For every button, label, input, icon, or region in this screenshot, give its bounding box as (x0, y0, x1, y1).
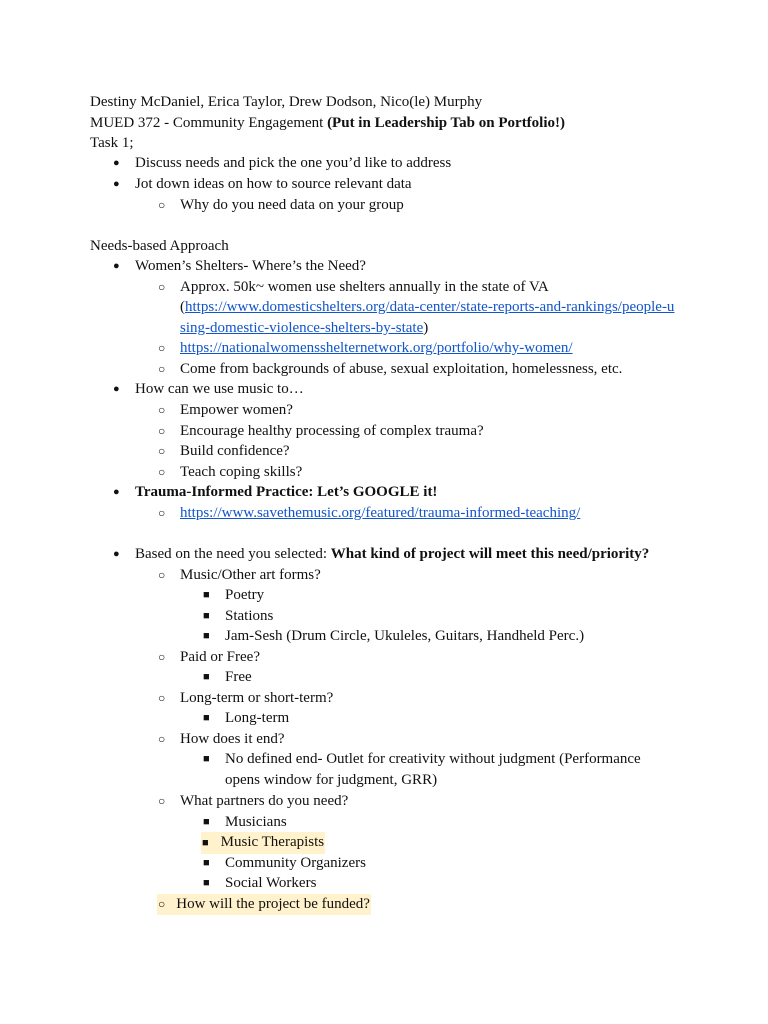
link-group (180, 297, 674, 318)
disc-bullet-icon: ● (113, 548, 120, 560)
project-question (135, 544, 649, 565)
list-item-text: How will the project be funded? (176, 896, 370, 912)
square-bullet-icon: ■ (203, 816, 210, 828)
domestic-shelters-link-part1[interactable]: https://www.domesticshelters.org/data-center/state-reports-and-rankings/people-u (185, 299, 675, 315)
list-item (0, 277, 768, 298)
circle-bullet-icon: ○ (158, 897, 166, 911)
list-item-text: No defined end- Outlet for creativity without judgment (Performance (225, 751, 641, 767)
list-item (0, 482, 768, 503)
list-item-text: How can we use music to… (135, 381, 304, 397)
list-item (0, 873, 768, 894)
circle-bullet-icon: ○ (158, 568, 166, 582)
list-item (0, 791, 768, 812)
project-bold: What kind of project will meet this need/priority? (330, 546, 650, 562)
header-course-line (0, 113, 768, 134)
circle-bullet-icon: ○ (158, 794, 166, 808)
list-item-highlighted (0, 894, 768, 915)
list-item (0, 626, 768, 647)
list-item-text: Stations (225, 608, 274, 624)
course-note: (Put in Leadership Tab on Portfolio!) (327, 115, 566, 131)
women-shelter-network-link[interactable]: https://nationalwomensshelternetwork.org/portfolio/why-women/ (180, 340, 573, 356)
header-authors-line (0, 92, 768, 113)
list-item-text: How does it end? (180, 731, 285, 747)
close-paren: ) (423, 320, 429, 336)
list-item-highlighted (0, 832, 768, 853)
circle-bullet-icon: ○ (158, 691, 166, 705)
list-item (0, 812, 768, 833)
task-line (0, 133, 768, 154)
list-item (0, 688, 768, 709)
list-item-text: opens window for judgment, GRR) (225, 772, 438, 788)
list-item-continuation (0, 318, 768, 339)
list-item-text: Musicians (225, 814, 287, 830)
disc-bullet-icon: ● (113, 383, 120, 395)
list-item (0, 606, 768, 627)
list-item (0, 565, 768, 586)
circle-bullet-icon: ○ (158, 403, 166, 417)
list-item (0, 400, 768, 421)
list-item-text: Build confidence? (180, 443, 290, 459)
square-bullet-icon: ■ (203, 671, 210, 683)
list-item (0, 853, 768, 874)
list-item (0, 544, 768, 565)
list-item (0, 441, 768, 462)
section-heading-line (0, 236, 768, 257)
list-item-continuation (0, 770, 768, 791)
save-the-music-link[interactable]: https://www.savethemusic.org/featured/trauma-informed-teaching/ (180, 505, 581, 521)
list-item-text: Jot down ideas on how to source relevant data (135, 176, 412, 192)
list-item (0, 647, 768, 668)
square-bullet-icon: ■ (203, 589, 210, 601)
list-item (0, 338, 768, 359)
disc-bullet-icon: ● (113, 486, 120, 498)
project-prefix: Based on the need you selected: (135, 546, 331, 562)
list-item-text: Teach coping skills? (180, 464, 303, 480)
circle-bullet-icon: ○ (158, 444, 166, 458)
list-item (0, 379, 768, 400)
list-item (0, 462, 768, 483)
list-item-text: Music/Other art forms? (180, 567, 321, 583)
list-item-continuation (0, 297, 768, 318)
list-item-text: Discuss needs and pick the one you’d like to address (135, 155, 452, 171)
list-item-text: Why do you need data on your group (180, 197, 404, 213)
disc-bullet-icon: ● (113, 178, 120, 190)
list-item-text: Empower women? (180, 402, 293, 418)
circle-bullet-icon: ○ (158, 362, 166, 376)
list-item (0, 195, 768, 216)
list-item-text: Come from backgrounds of abuse, sexual exploitation, homelessness, etc. (180, 361, 623, 377)
circle-bullet-icon: ○ (158, 198, 166, 212)
list-item (0, 153, 768, 174)
link-wrapper (180, 338, 573, 359)
list-item (0, 749, 768, 770)
list-item (0, 503, 768, 524)
square-bullet-icon: ■ (202, 837, 209, 849)
list-item-text: Women’s Shelters- Where’s the Need? (135, 258, 366, 274)
list-item (0, 421, 768, 442)
open-paren: ( (180, 299, 185, 315)
highlighted-group (157, 894, 371, 915)
square-bullet-icon: ■ (203, 877, 210, 889)
list-item-text: Free (225, 669, 252, 685)
section-heading: Needs-based Approach (90, 238, 229, 254)
list-item-text: Paid or Free? (180, 649, 260, 665)
domestic-shelters-link-part2[interactable]: sing-domestic-violence-shelters-by-state (180, 320, 424, 336)
circle-bullet-icon: ○ (158, 341, 166, 355)
list-item-text: Trauma-Informed Practice: Let’s GOOGLE it! (135, 484, 438, 500)
highlighted-group (201, 832, 325, 854)
list-item-text: Community Organizers (225, 855, 366, 871)
square-bullet-icon: ■ (203, 753, 210, 765)
authors-text: Destiny McDaniel, Erica Taylor, Drew Dodson, Nico(le) Murphy (90, 94, 483, 110)
disc-bullet-icon: ● (113, 260, 120, 272)
circle-bullet-icon: ○ (158, 650, 166, 664)
link-group (180, 318, 428, 339)
circle-bullet-icon: ○ (158, 732, 166, 746)
list-item-text: Approx. 50k~ women use shelters annually in the state of VA (180, 279, 549, 295)
circle-bullet-icon: ○ (158, 465, 166, 479)
square-bullet-icon: ■ (203, 712, 210, 724)
list-item (0, 729, 768, 750)
circle-bullet-icon: ○ (158, 506, 166, 520)
list-item (0, 585, 768, 606)
list-item (0, 708, 768, 729)
list-item-text: Social Workers (225, 875, 317, 891)
circle-bullet-icon: ○ (158, 280, 166, 294)
list-item (0, 359, 768, 380)
list-item-text: Music Therapists (220, 834, 325, 850)
list-item-text: Encourage healthy processing of complex trauma? (180, 423, 484, 439)
square-bullet-icon: ■ (203, 610, 210, 622)
list-item-text: Poetry (225, 587, 265, 603)
list-item-text: Jam-Sesh (Drum Circle, Ukuleles, Guitars, Handheld Perc.) (225, 628, 585, 644)
disc-bullet-icon: ● (113, 157, 120, 169)
list-item (0, 667, 768, 688)
course-title: MUED 372 - Community Engagement (90, 115, 328, 131)
square-bullet-icon: ■ (203, 857, 210, 869)
list-item (0, 256, 768, 277)
course-text-group (90, 113, 565, 134)
task-label: Task 1; (90, 135, 134, 151)
link-wrapper (180, 503, 580, 524)
square-bullet-icon: ■ (203, 630, 210, 642)
list-item (0, 174, 768, 195)
list-item-text: Long-term (225, 710, 290, 726)
list-item-text: What partners do you need? (180, 793, 349, 809)
list-item-text: Long-term or short-term? (180, 690, 334, 706)
circle-bullet-icon: ○ (158, 424, 166, 438)
